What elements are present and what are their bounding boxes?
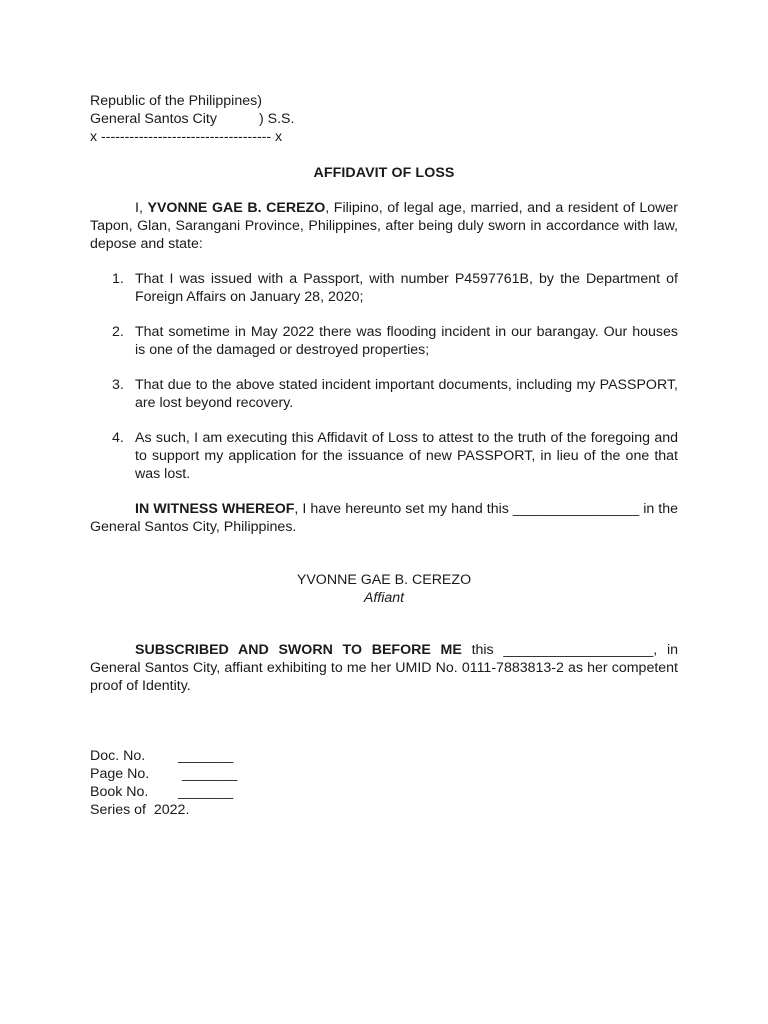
item-text: That I was issued with a Passport, with number P4597761B, by the Department of Foreign Affairs on January 28, 2020; [135, 271, 678, 305]
notarial-label: Series of [90, 802, 146, 818]
notarial-register [90, 747, 678, 819]
item-number: 3. [112, 377, 124, 393]
jurat-text-1: this [461, 642, 504, 658]
document-title: AFFIDAVIT OF LOSS [313, 165, 455, 181]
jurat-text-2: , in General Santos City, affiant exhibiting to me her UMID No. 0111-7883813-2 as her competent proof of Identity. [90, 642, 679, 694]
caption-divider: x ------------------------------------ x [90, 129, 283, 145]
notarial-row-book [90, 783, 678, 801]
item-number: 1. [112, 271, 124, 287]
intro-prefix: I, [135, 200, 148, 216]
jurat-heading: SUBSCRIBED AND SWORN TO BEFORE ME [135, 642, 462, 658]
item-text: That sometime in May 2022 there was flooding incident in our barangay. Our houses is one of the damaged or destroyed properties; [135, 324, 678, 358]
statement-item [90, 323, 678, 359]
statement-list [90, 270, 678, 483]
venue-caption [90, 92, 678, 146]
notarial-row-series [90, 801, 678, 819]
notarial-value: _______ [178, 784, 234, 800]
caption-ss: ) S.S. [258, 111, 295, 127]
caption-city: General Santos City [90, 111, 217, 127]
affiant-name-inline: YVONNE GAE B. CEREZO [147, 200, 326, 216]
item-text: As such, I am executing this Affidavit of Loss to attest to the truth of the foregoing and to support my application for the issuance of new PASSPORT, in lieu of the one that was lost. [135, 430, 678, 482]
intro-text: , Filipino, of legal age, married, and a resident of Lower Tapon, Glan, Sarangani Province, Philippines, after being duly sworn in accordance with law, depose and state: [90, 200, 678, 252]
jurat-paragraph [90, 641, 678, 695]
witness-text-1: , I have hereunto set my hand this [294, 501, 513, 517]
notarial-value: _______ [178, 748, 234, 764]
witness-paragraph [90, 500, 678, 536]
caption-republic: Republic of the Philippines) [90, 93, 262, 109]
item-number: 4. [112, 430, 124, 446]
witness-text-2: in the General Santos City, Philippines. [90, 501, 679, 535]
witness-heading: IN WITNESS WHEREOF [135, 501, 295, 517]
affiant-role: Affiant [363, 590, 405, 606]
notarial-value: _______ [182, 766, 238, 782]
notarial-label: Page No. [90, 766, 150, 782]
item-text: That due to the above stated incident important documents, including my PASSPORT, are lost beyond recovery. [135, 377, 678, 411]
caption-city-line [90, 110, 678, 128]
affiant-name: YVONNE GAE B. CEREZO [296, 572, 472, 588]
affiant-signature-block [90, 571, 678, 607]
notarial-label: Doc. No. [90, 748, 146, 764]
notarial-row-doc [90, 747, 678, 765]
statement-item [90, 376, 678, 412]
statement-item [90, 429, 678, 483]
jurat-date-blank: ___________________ [503, 642, 654, 658]
statement-item [90, 270, 678, 306]
intro-paragraph [90, 199, 678, 253]
affidavit-document [90, 92, 678, 819]
item-number: 2. [112, 324, 124, 340]
witness-date-blank: ________________ [512, 501, 640, 517]
notarial-row-page [90, 765, 678, 783]
notarial-value: 2022. [153, 802, 190, 818]
notarial-label: Book No. [90, 784, 149, 800]
